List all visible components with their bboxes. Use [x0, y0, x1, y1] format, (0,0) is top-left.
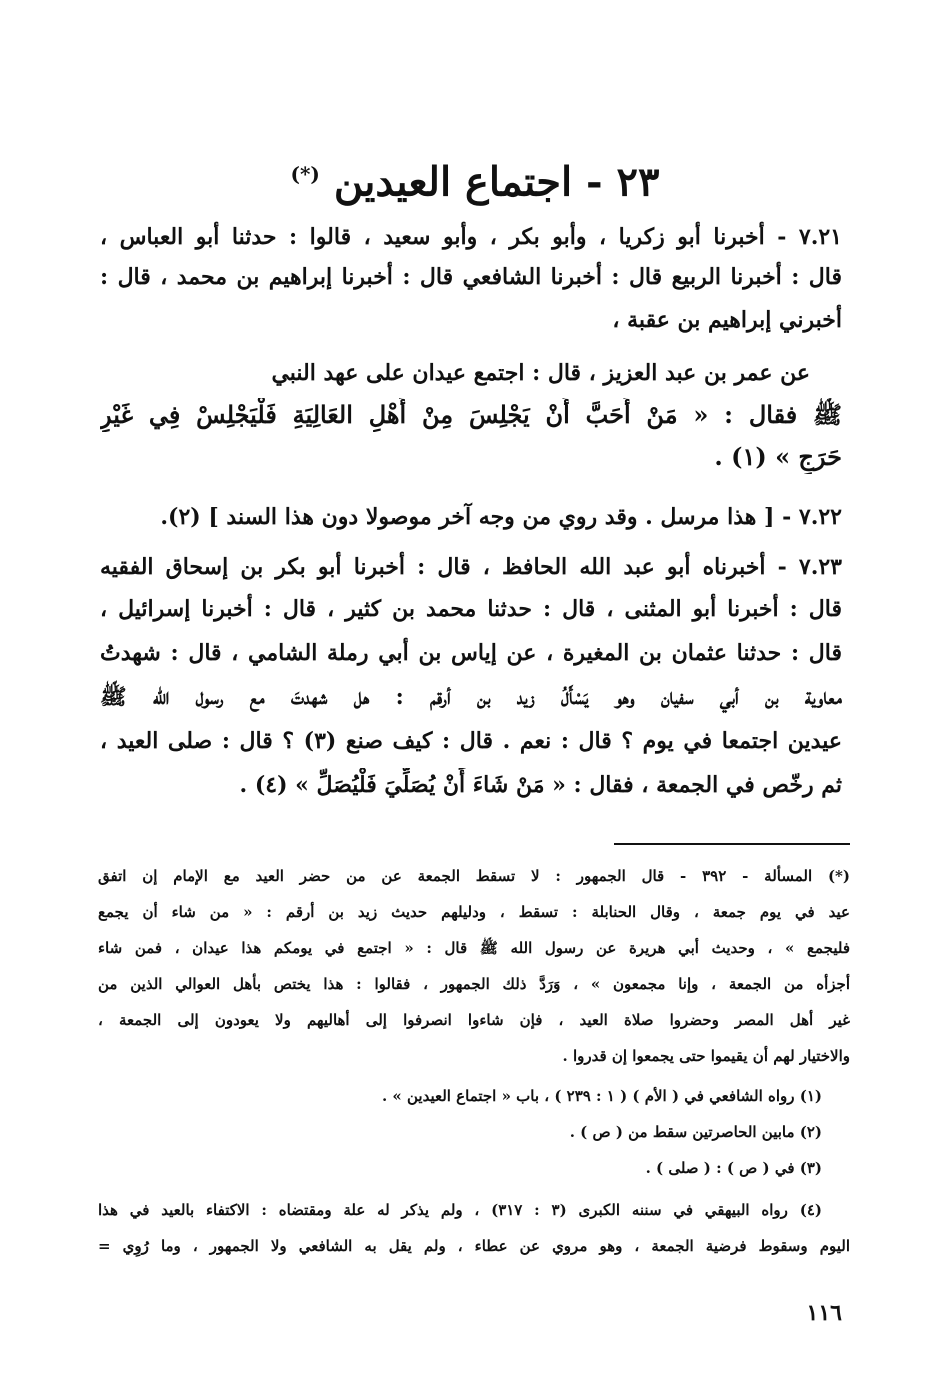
- footnote-line-9: (٣) في ( ص ) : ( صلى ) .: [645, 1159, 822, 1177]
- footnote-line-1: (*) المسألة - ٣٩٢ - قال الجمهور : لا تسقط الجمعة عن من حضر العيد مع الإمام إن اتفق: [98, 867, 850, 885]
- footnote-line-11: اليوم وسقوط فرضية الجمعة ، وهو مروي عن عطاء ، ولم يقل به الشافعي ولا الجمهور ، وما رُوِي =: [98, 1237, 850, 1255]
- footnote-line-5: غير أهل المصر وحضروا صلاة العيد ، فإن شاءوا انصرفوا إلى أهاليهم ولا يعودون إلى الجمعة ،: [98, 1011, 850, 1029]
- body-line-13: ثم رخّص في الجمعة ، فقال : « مَنْ شَاءَ أَنْ يُصَلِّيَ فَلْيُصَلِّ » (٤) .: [239, 772, 842, 798]
- body-line-6: حَرَجٍ » (١) .: [714, 442, 842, 471]
- body-line-12: عيدين اجتمعا في يوم ؟ قال : نعم . قال : كيف صنع (٣) ؟ قال : صلى العيد ،: [100, 728, 842, 754]
- body-line-7: ٧.٢٢ - [ هذا مرسل . وقد روي من وجه آخر موصولا دون هذا السند ] (٢).: [160, 504, 842, 530]
- footnote-line-2: عيد في يوم جمعة ، وقال الحنابلة : تسقط ، ودليلهم حديث زيد بن أرقم : « من شاء أن يجمع: [98, 903, 850, 921]
- footnote-line-8: (٢) مابين الحاصرتين سقط من ( ص ) .: [569, 1123, 822, 1141]
- chapter-title-footnote-mark: (*): [290, 162, 320, 186]
- page-number: ١١٦: [806, 1300, 842, 1326]
- chapter-title: [0, 146, 950, 210]
- footnote-line-7: (١) رواه الشافعي في ( الأم ) ( ١ : ٢٣٩ ) ، باب « اجتماع العيدين » .: [381, 1087, 822, 1105]
- body-line-2: قال : أخبرنا الربيع قال : أخبرنا الشافعي قال : أخبرنا إبراهيم بن محمد ، قال :: [100, 264, 842, 290]
- body-line-8: ٧.٢٣ - أخبرناه أبو عبد الله الحافظ ، قال : أخبرنا أبو بكر بن إسحاق الفقيه: [100, 554, 842, 580]
- footnote-line-10: (٤) رواه البيهقي في سننه الكبرى (٣ : ٣١٧) ، ولم يذكر له علة ومقتضاه : الاكتفاء بالعيد في هذا: [98, 1201, 822, 1219]
- body-line-3: أخبرني إبراهيم بن عقبة ،: [612, 307, 842, 333]
- body-line-10: قال : حدثنا عثمان بن المغيرة ، عن إياس بن أبي رملة الشامي ، قال : شهدتُ: [100, 640, 842, 666]
- body-line-4: عن عمر بن عبد العزيز ، قال : اجتمع عيدان على عهد النبي: [271, 360, 810, 386]
- body-line-1: ٧.٢١ - أخبرنا أبو زكريا ، وأبو بكر ، وأبو سعيد ، قالوا : حدثنا أبو العباس ،: [100, 224, 842, 250]
- footnote-line-4: أجزأه من الجمعة ، وإنا مجمعون » ، وَرَدَّ ذلك الجمهور ، فقالوا : هذا يختص بأهل العوالي الذين من: [98, 975, 850, 993]
- footnote-line-3: فليجمع » ، وحديث أبي هريرة عن رسول الله ﷺ قال : « اجتمع في يومكم هذا عيدان ، فمن شاء: [98, 939, 850, 957]
- footnote-separator: [614, 843, 850, 845]
- chapter-title-text: ٢٣ - اجتماع العيدين: [333, 158, 660, 206]
- body-line-5: ﷺ فقال : « مَنْ أَحَبَّ أَنْ يَجْلِسَ مِنْ أَهْلِ العَالِيَةِ فَلْيَجْلِسْ فِي غَيْرِ: [100, 400, 842, 429]
- body-line-11: معاوية بن أبي سفيان وهو يَسْأَلُ زيد بن أرقم : هل شهدتَ مع رسول الله ﷺ: [100, 684, 842, 710]
- body-line-9: قال : أخبرنا أبو المثنى ، قال : حدثنا محمد بن كثير ، قال : أخبرنا إسرائيل ،: [100, 596, 842, 622]
- footnote-line-6: والاختيار لهم أن يقيموا حتى يجمعوا إن قدروا .: [562, 1047, 850, 1065]
